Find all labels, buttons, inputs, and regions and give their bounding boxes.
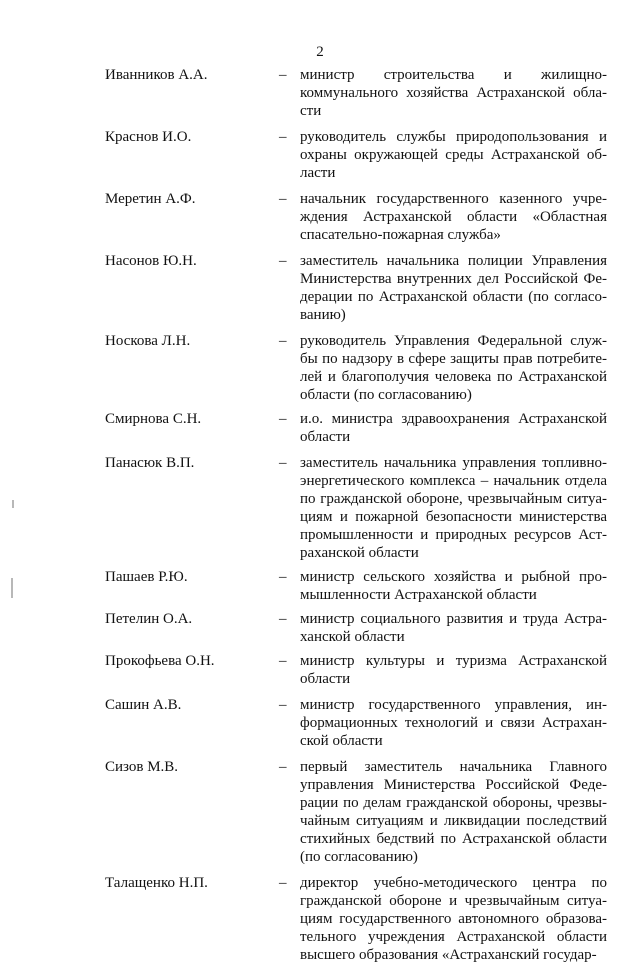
member-entry [0,610,640,646]
position-line: руководитель службы природопользования и [300,129,607,145]
position-line: чайным ситуациям и ликвидации последствий [300,813,607,829]
page-number: 2 [316,44,324,60]
dash-separator: – [279,759,287,775]
member-position [300,410,607,446]
member-position [300,696,607,750]
position-line: высшего образования «Астраханский государ- [300,947,597,963]
member-entry [0,874,640,964]
member-position [300,332,607,404]
position-line: циям государственного автономного образова- [300,911,607,927]
member-entry [0,696,640,750]
position-line: ласти [300,165,336,181]
position-line: области (по согласованию) [300,387,472,403]
member-position [300,568,607,604]
member-entry [0,332,640,404]
scan-mark [11,578,13,598]
member-name: Талащенко Н.П. [105,875,208,891]
member-entry [0,66,640,120]
member-name: Пашаев Р.Ю. [105,569,188,585]
dash-separator: – [279,875,287,891]
position-line: циям и пожарной безопасности министерства [300,509,607,525]
dash-separator: – [279,67,287,83]
member-name: Насонов Ю.Н. [105,253,197,269]
member-name: Меретин А.Ф. [105,191,196,207]
member-entry [0,190,640,244]
member-position [300,874,607,964]
member-name: Носкова Л.Н. [105,333,191,349]
scan-mark [12,500,14,508]
position-line: области [300,429,351,445]
position-line: сти [300,103,322,119]
member-position [300,610,607,646]
member-entry [0,652,640,688]
position-line: энергетического комплекса – начальник отдела [300,473,607,489]
member-position [300,252,607,324]
member-name: Прокофьева О.Н. [105,653,215,669]
dash-separator: – [279,653,287,669]
position-line: министр сельского хозяйства и рыбной про- [300,569,607,585]
member-entry [0,410,640,446]
position-line: рации по делам гражданской обороны, чрезвы- [300,795,607,811]
position-line: заместитель начальника полиции Управления [300,253,607,269]
position-line: спасательно-пожарная служба» [300,227,501,243]
position-line: и.о. министра здравоохранения Астраханской [300,411,607,427]
member-name: Сашин А.В. [105,697,182,713]
position-line: ханской области [300,629,405,645]
member-position [300,128,607,182]
position-line: раханской области [300,545,419,561]
dash-separator: – [279,333,287,349]
position-line: начальник государственного казенного учре- [300,191,607,207]
dash-separator: – [279,411,287,427]
position-line: (по согласованию) [300,849,418,865]
position-line: тельного учреждения Астраханской области [300,929,607,945]
position-line: области [300,671,351,687]
member-name: Краснов И.О. [105,129,192,145]
position-line: охраны окружающей среды Астраханской об- [300,147,607,163]
member-position [300,758,607,866]
position-line: министр строительства и жилищно- [300,67,607,83]
position-line: промышленности и природных ресурсов Аст- [300,527,607,543]
position-line: министр государственного управления, ин- [300,697,607,713]
position-line: директор учебно-методического центра по [300,875,607,891]
position-line: первый заместитель начальника Главного [300,759,607,775]
member-position [300,652,607,688]
dash-separator: – [279,129,287,145]
dash-separator: – [279,697,287,713]
position-line: министр социального развития и труда Астра- [300,611,607,627]
member-entry [0,128,640,182]
position-line: бы по надзору в сфере защиты прав потребите- [300,351,607,367]
position-line: дерации по Астраханской области (по согласо- [300,289,607,305]
position-line: стихийных бедствий по Астраханской области [300,831,607,847]
position-line: мышленности Астраханской области [300,587,537,603]
dash-separator: – [279,611,287,627]
member-position [300,66,607,120]
position-line: лей и благополучия человека по Астраханской [300,369,607,385]
member-name: Смирнова С.Н. [105,411,202,427]
dash-separator: – [279,569,287,585]
dash-separator: – [279,191,287,207]
dash-separator: – [279,455,287,471]
member-entry [0,758,640,866]
member-entry [0,252,640,324]
position-line: Министерства внутренних дел Российской Фе- [300,271,607,287]
position-line: ской области [300,733,383,749]
position-line: ждения Астраханской области «Областная [300,209,607,225]
member-entry [0,454,640,562]
position-line: заместитель начальника управления топливно- [300,455,607,471]
position-line: по гражданской обороне, чрезвычайным ситуа- [300,491,607,507]
position-line: министр культуры и туризма Астраханской [300,653,607,669]
member-name: Сизов М.В. [105,759,179,775]
position-line: формационных технологий и связи Астрахан- [300,715,607,731]
position-line: руководитель Управления Федеральной служ- [300,333,607,349]
member-position [300,190,607,244]
member-name: Иванников А.А. [105,67,208,83]
position-line: коммунального хозяйства Астраханской обла- [300,85,607,101]
position-line: ванию) [300,307,346,323]
dash-separator: – [279,253,287,269]
members-list [0,66,640,964]
member-entry [0,568,640,604]
member-position [300,454,607,562]
position-line: гражданской обороне и чрезвычайным ситуа- [300,893,607,909]
member-name: Панасюк В.П. [105,455,195,471]
member-name: Петелин О.А. [105,611,193,627]
position-line: управления Министерства Российской Феде- [300,777,607,793]
